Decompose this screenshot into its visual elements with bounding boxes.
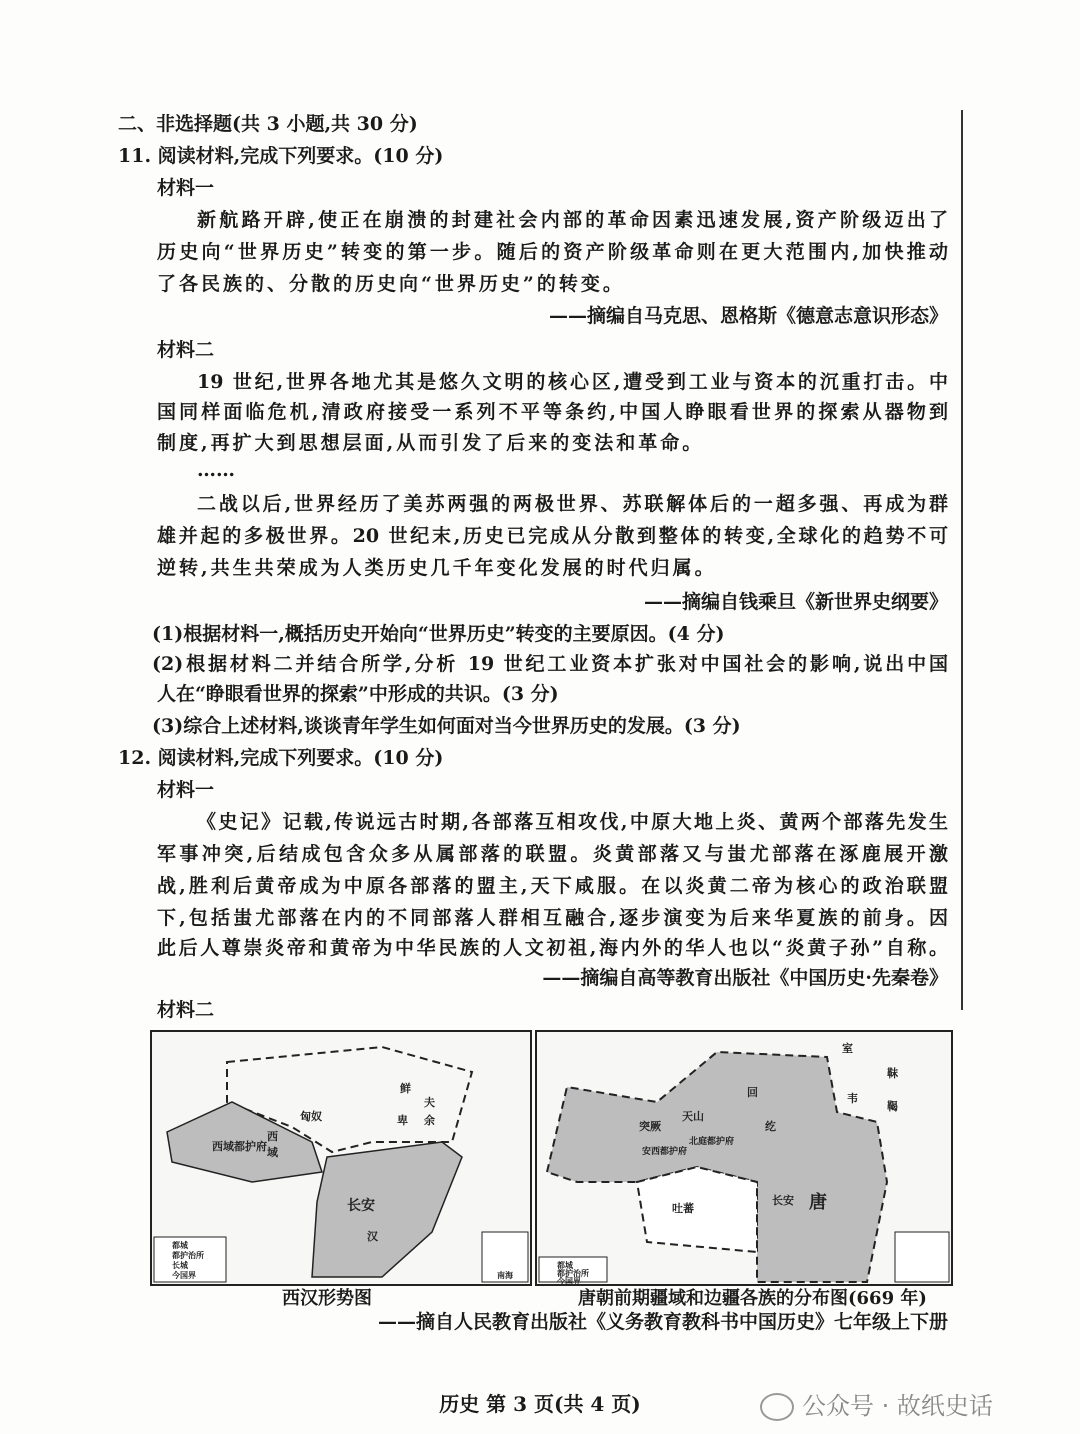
q11-m2-line: 二战以后,世界经历了美苏两强的两极世界、苏联解体后的一超多强、再成为群 <box>197 493 948 515</box>
q11-m1-line: 新航路开辟,使正在崩溃的封建社会内部的革命因素迅速发展,资产阶级迈出了 <box>197 209 948 231</box>
svg-text:靺: 靺 <box>887 1067 898 1080</box>
q11-m2-line: 制度,再扩大到思想层面,从而引发了后来的变法和革命。 <box>157 432 705 454</box>
map2-caption: 唐朝前期疆域和边疆各族的分布图(669 年) <box>578 1288 927 1309</box>
tang-dynasty-map <box>535 1030 953 1286</box>
svg-text:南海: 南海 <box>497 1271 513 1280</box>
svg-text:都城: 都城 <box>172 1241 188 1250</box>
svg-text:安西都护府: 安西都护府 <box>642 1147 688 1157</box>
svg-text:突厥: 突厥 <box>639 1120 661 1133</box>
map-label: 汉 <box>367 1230 378 1243</box>
svg-text:回: 回 <box>747 1086 758 1099</box>
q12-material1-label: 材料一 <box>157 779 215 801</box>
watermark: 公众号 · 故纸史话 <box>760 1386 993 1421</box>
svg-text:长城: 长城 <box>172 1261 188 1270</box>
svg-text:都城: 都城 <box>557 1261 573 1270</box>
q11-question-2-cont: 人在“睁眼看世界的探索”中形成的共识。(3 分) <box>157 683 559 705</box>
q12-m1-line: 军事冲突,后结成包含众多从属部落的联盟。炎黄部落又与蚩尤部落在涿鹿展开激 <box>157 843 948 865</box>
map-label: 夫 <box>424 1096 435 1109</box>
page-footer: 历史 第 3 页(共 4 页) <box>439 1392 641 1416</box>
svg-text:都护治所: 都护治所 <box>557 1269 589 1278</box>
q11-title: 11. 阅读材料,完成下列要求。(10 分) <box>118 145 444 167</box>
svg-text:纥: 纥 <box>765 1120 776 1133</box>
map-label: 卑 <box>397 1114 408 1127</box>
map-label: 长安 <box>347 1198 375 1214</box>
svg-text:长安: 长安 <box>772 1194 794 1207</box>
svg-text:北庭都护府: 北庭都护府 <box>689 1137 735 1147</box>
q11-material2-label: 材料二 <box>157 339 215 361</box>
wechat-icon <box>760 1393 794 1421</box>
map-label: 余 <box>424 1114 435 1127</box>
q12-m1-line: 此后人尊崇炎帝和黄帝为中华民族的人文初祖,海内外的华人也以“炎黄子孙”自称。 <box>157 937 948 959</box>
q11-m2-line: 19 世纪,世界各地尤其是悠久文明的核心区,遭受到工业与资本的沉重打击。中 <box>197 371 948 393</box>
q11-m2-line: 国同样面临危机,清政府接受一系列不平等条约,中国人睁眼看世界的探索从器物到 <box>157 401 948 423</box>
svg-text:天山: 天山 <box>682 1110 704 1123</box>
margin-line <box>961 110 963 1010</box>
map-label: 西 <box>267 1130 278 1143</box>
q11-m1-line: 了各民族的、分散的历史向“世界历史”的转变。 <box>157 273 625 295</box>
western-han-map <box>150 1030 532 1286</box>
q11-question-2: (2)根据材料二并结合所学,分析 19 世纪工业资本扩张对中国社会的影响,说出中国 <box>152 653 948 675</box>
q12-title: 12. 阅读材料,完成下列要求。(10 分) <box>118 747 444 769</box>
map-label: 域 <box>267 1146 278 1159</box>
svg-text:唐: 唐 <box>809 1192 827 1213</box>
svg-text:吐蕃: 吐蕃 <box>672 1202 694 1215</box>
svg-text:鞨: 鞨 <box>887 1100 898 1113</box>
q11-m2-source: ——摘编自钱乘旦《新世界史纲要》 <box>643 591 948 613</box>
map-label: 西域都护府 <box>212 1140 267 1153</box>
q11-m2-line: 逆转,共生共荣成为人类历史几千年变化发展的时代归属。 <box>157 557 717 579</box>
q11-question-1: (1)根据材料一,概括历史开始向“世界历史”转变的主要原因。(4 分) <box>152 623 725 645</box>
svg-text:室: 室 <box>842 1042 853 1055</box>
q12-material2-label: 材料二 <box>157 999 215 1021</box>
section-title: 二、非选择题(共 3 小题,共 30 分) <box>118 113 418 135</box>
q11-question-3: (3)综合上述材料,谈谈青年学生如何面对当今世界历史的发展。(3 分) <box>152 715 741 737</box>
map-label: 匈奴 <box>300 1110 322 1123</box>
map1-caption: 西汉形势图 <box>282 1288 372 1309</box>
q11-m1-source: ——摘编自马克思、恩格斯《德意志意识形态》 <box>548 305 948 327</box>
svg-text:韦: 韦 <box>847 1092 858 1105</box>
maps-source: ——摘自人民教育出版社《义务教育教科书中国历史》七年级上下册 <box>377 1311 948 1333</box>
q11-m1-line: 历史向“世界历史”转变的第一步。随后的资产阶级革命则在更大范围内,加快推动 <box>157 241 948 263</box>
q11-material1-label: 材料一 <box>157 177 215 199</box>
q12-m1-line: 战,胜利后黄帝成为中原各部落的盟主,天下咸服。在以炎黄二帝为核心的政治联盟 <box>157 875 948 897</box>
q12-m1-line: 《史记》记载,传说远古时期,各部落互相攻伐,中原大地上炎、黄两个部落先发生 <box>197 811 948 833</box>
q11-m2-line: 雄并起的多极世界。20 世纪末,历史已完成从分散到整体的转变,全球化的趋势不可 <box>157 525 948 547</box>
svg-text:今国界: 今国界 <box>557 1277 581 1284</box>
svg-text:都护治所: 都护治所 <box>172 1251 204 1260</box>
svg-text:今国界: 今国界 <box>172 1271 196 1280</box>
q12-m1-line: 下,包括蚩尤部落在内的不同部落人群相互融合,逐步演变为后来华夏族的前身。因 <box>157 907 948 929</box>
map-label: 鲜 <box>400 1082 411 1095</box>
q12-m1-source: ——摘编自高等教育出版社《中国历史·先秦卷》 <box>542 967 948 989</box>
ellipsis: …… <box>197 459 235 481</box>
